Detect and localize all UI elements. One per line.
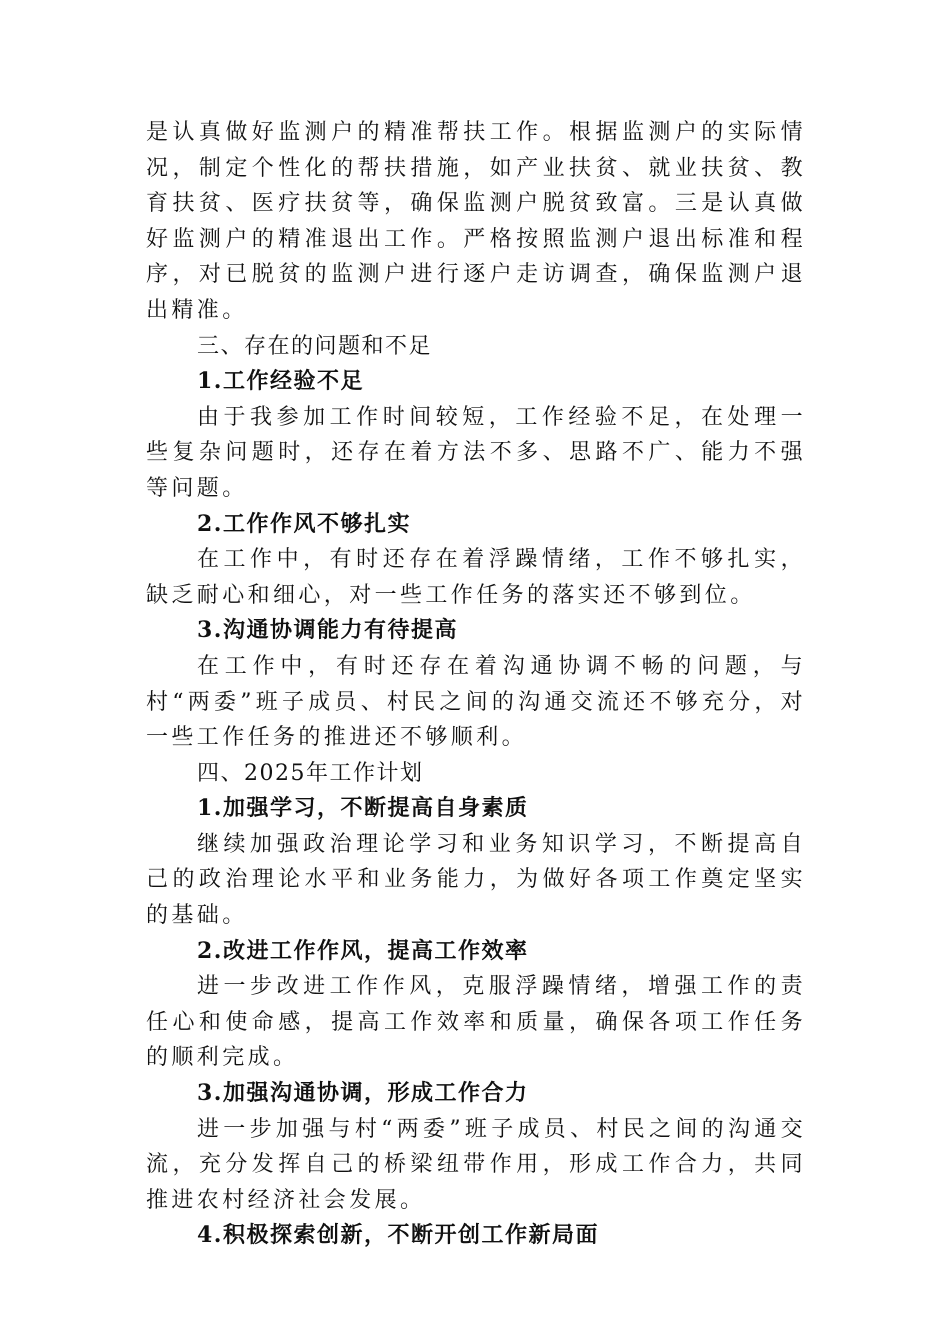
subheading-study: 1.加强学习，不断提高自身素质 bbox=[197, 795, 529, 822]
subheading-improve-style: 2.改进工作作风，提高工作效率 bbox=[197, 937, 529, 964]
subheading-work-style: 2.工作作风不够扎实 bbox=[197, 510, 411, 537]
paragraph-communication: 在工作中，有时还存在着沟通协调不畅的问题，与村“两委”班子成员、村民之间的沟通交流还不够充分，对一些工作任务的推进还不够顺利。 bbox=[146, 653, 806, 751]
paragraph-coordination: 进一步加强与村“两委”班子成员、村民之间的沟通交流，充分发挥自己的桥梁纽带作用，形成工作合力，共同推进农村经济社会发展。 bbox=[146, 1116, 806, 1213]
subheading-communication: 3.沟通协调能力有待提高 bbox=[197, 617, 458, 644]
paragraph-experience: 由于我参加工作时间较短，工作经验不足，在处理一些复杂问题时，还存在着方法不多、思路不广、能力不强等问题。 bbox=[146, 404, 806, 501]
subheading-experience: 1.工作经验不足 bbox=[197, 368, 364, 395]
paragraph-continuation: 是认真做好监测户的精准帮扶工作。根据监测户的实际情况，制定个性化的帮扶措施，如产业扶贫、就业扶贫、教育扶贫、医疗扶贫等，确保监测户脱贫致富。三是认真做好监测户的精准退出工作。严格按照监测户退出标准和程序，对已脱贫的监测户进行逐户走访调查，确保监测户退出精准。 bbox=[146, 120, 806, 323]
paragraph-work-style: 在工作中，有时还存在着浮躁情绪，工作不够扎实，缺乏耐心和细心，对一些工作任务的落实还不够到位。 bbox=[146, 547, 806, 608]
paragraph-study: 继续加强政治理论学习和业务知识学习，不断提高自己的政治理论水平和业务能力，为做好各项工作奠定坚实的基础。 bbox=[146, 831, 806, 929]
document-page bbox=[146, 115, 806, 1254]
subheading-innovation: 4.积极探索创新，不断开创工作新局面 bbox=[197, 1222, 599, 1249]
subheading-coordination: 3.加强沟通协调，形成工作合力 bbox=[197, 1080, 529, 1107]
paragraph-improve-style: 进一步改进工作作风，克服浮躁情绪，增强工作的责任心和使命感，提高工作效率和质量，确保各项工作任务的顺利完成。 bbox=[146, 974, 806, 1071]
section-heading-plan: 四、2025年工作计划 bbox=[197, 760, 424, 786]
section-heading-problems: 三、存在的问题和不足 bbox=[197, 333, 433, 359]
